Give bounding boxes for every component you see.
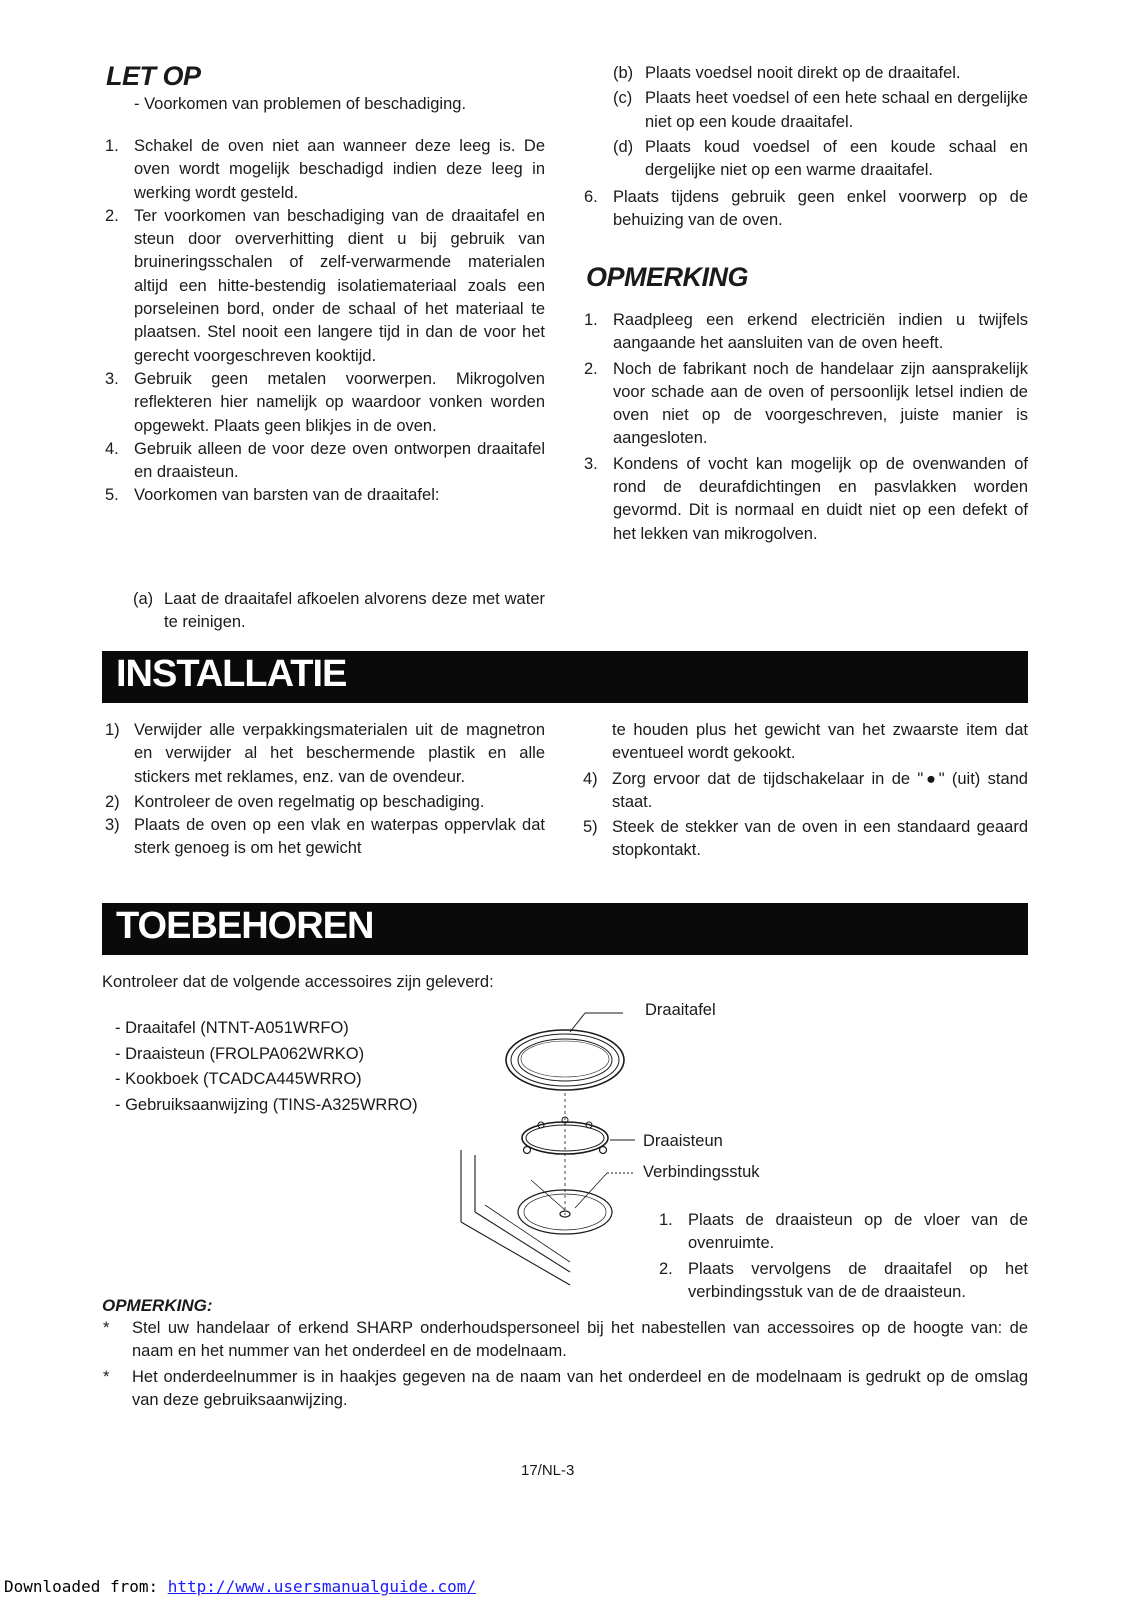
accessories-list: [115, 1016, 495, 1118]
toebehoren-banner: [102, 903, 1028, 955]
installatie-banner: [102, 651, 1028, 703]
turntable-diagram: [455, 1000, 645, 1290]
installatie-list-right: [583, 719, 1028, 863]
list-item: 6. Plaats tijdens gebruik geen enkel voorwerp op de behuizing van de oven.: [584, 188, 1028, 230]
opmerking-list: [584, 309, 1028, 546]
list-item: 3. Kondens of vocht kan mogelijk op de ovenwanden of rond de deurafdichtingen en pasvlakken worden gevormd. Dit is normaal en duidt niet op een defekt of het lekken van mikrogolven.: [584, 454, 1028, 543]
toebehoren-title: TOEBEHOREN: [116, 905, 374, 947]
label-draaitafel: Draaitafel: [645, 1001, 716, 1019]
footer-prefix: Downloaded from:: [4, 1577, 168, 1596]
list-item: 2) Kontroleer de oven regelmatig op beschadiging.: [105, 792, 485, 811]
let-op-title: LET OP: [106, 61, 201, 91]
list-item: 3) Plaats de oven op een vlak en waterpas oppervlak dat sterk genoeg is om het gewicht: [105, 816, 545, 858]
list-item: 5) Steek de stekker van de oven in een standaard geaard stopkontakt.: [583, 818, 1028, 860]
download-footer: [4, 1577, 476, 1596]
list-item: 4) Zorg ervoor dat de tijdschakelaar in de "●" (uit) stand staat.: [583, 769, 1028, 811]
list-item: - Draaisteun (FROLPA062WRKO): [115, 1044, 365, 1063]
installatie-title: INSTALLATIE: [116, 653, 347, 695]
list-item: 4. Gebruik alleen de voor deze oven ontworpen draaitafel en draaisteun.: [105, 439, 545, 482]
list-item: 3. Gebruik geen metalen voorwerpen. Mikrogolven reflekteren hier namelijk op waardoor vonken worden opgewekt. Plaats geen blikjes in de oven.: [105, 369, 545, 435]
list-item: * Stel uw handelaar of erkend SHARP onderhoudspersoneel bij het nabestellen van accessoires op de hoogte van: de naam en het nummer van het onderdeel en de modelnaam.: [103, 1319, 1028, 1361]
list-item: 5. Voorkomen van barsten van de draaitafel:: [105, 486, 440, 505]
list-item: 1. Plaats de draaisteun op de vloer van de ovenruimte.: [659, 1211, 1028, 1253]
list-item: * Het onderdeelnummer is in haakjes gegeven na de naam van het onderdeel en de modelnaam is gedrukt op de omslag van deze gebruiksaanwijzing.: [103, 1367, 1028, 1409]
let-op-item-6: [584, 186, 1028, 233]
list-item: - Draaitafel (NTNT-A051WRFO): [115, 1019, 349, 1037]
page-number: 17/NL-3: [521, 1462, 575, 1479]
let-op-list: [105, 135, 545, 508]
list-item: (b) Plaats voedsel nooit direkt op de draaitafel.: [613, 64, 961, 82]
let-op-sublist-left: [133, 588, 545, 635]
opmerking-title: OPMERKING: [586, 262, 749, 292]
list-item: (a) Laat de draaitafel afkoelen alvorens deze met water te reinigen.: [133, 590, 545, 632]
list-item: 1. Raadpleeg een erkend electriciën indien u twijfels aangaande het aansluiten van de oven heeft.: [584, 311, 1028, 353]
list-item: 2. Ter voorkomen van beschadiging van de draaitafel en steun door oververhitting dient u bij gebruik van bruineringsschalen of zelf-verwarmende materialen altijd een hitte-bestendig isolatiemateriaal zoals een porseleinen bord, onder de schaal of het materiaal te plaatsen. Stel nooit een langere tijd in dan de voor het gerecht voorgeschreven kooktijd.: [105, 206, 545, 365]
list-item: - Kookboek (TCADCA445WRRO): [115, 1070, 362, 1088]
let-op-sublist-right: [613, 62, 1028, 182]
list-item: - Gebruiksaanwijzing (TINS-A325WRRO): [115, 1095, 418, 1114]
toebehoren-intro: Kontroleer dat de volgende accessoires zijn geleverd:: [102, 973, 494, 991]
let-op-subtitle: - Voorkomen van problemen of beschadiging.: [134, 95, 467, 113]
installatie-list-left: [105, 719, 545, 861]
list-item: 2. Noch de fabrikant noch de handelaar zijn aansprakelijk voor schade aan de oven of persoonlijk letsel indien de oven niet op de voorgeschreven, juiste manier is aangesloten.: [584, 359, 1028, 448]
list-item: 1) Verwijder alle verpakkingsmaterialen uit de magnetron en verwijder al het beschermende plastik en alle stickers met reklames, enz. van de ovendeur.: [105, 721, 545, 786]
footer-link[interactable]: http://www.usersmanualguide.com/: [167, 1577, 477, 1596]
label-verbindingsstuk: Verbindingsstuk: [643, 1163, 760, 1181]
toebehoren-steps: [659, 1209, 1028, 1304]
list-item: 1. Schakel de oven niet aan wanneer deze leeg is. De oven wordt mogelijk beschadigd indien deze leeg in werking wordt gesteld.: [105, 137, 545, 202]
list-item: te houden plus het gewicht van het zwaarste item dat eventueel wordt gekookt.: [612, 721, 1028, 763]
toebehoren-notes: [103, 1317, 1028, 1412]
list-item: (c) Plaats heet voedsel of een hete schaal en dergelijke niet op een koude draaitafel.: [613, 89, 1028, 131]
toebehoren-note-title: OPMERKING:: [102, 1296, 213, 1315]
label-draaisteun: Draaisteun: [643, 1132, 723, 1150]
list-item: (d) Plaats koud voedsel of een koude schaal en dergelijke niet op een warme draaitafel.: [613, 137, 1028, 180]
list-item: 2. Plaats vervolgens de draaitafel op het verbindingsstuk van de de draaisteun.: [659, 1259, 1028, 1301]
